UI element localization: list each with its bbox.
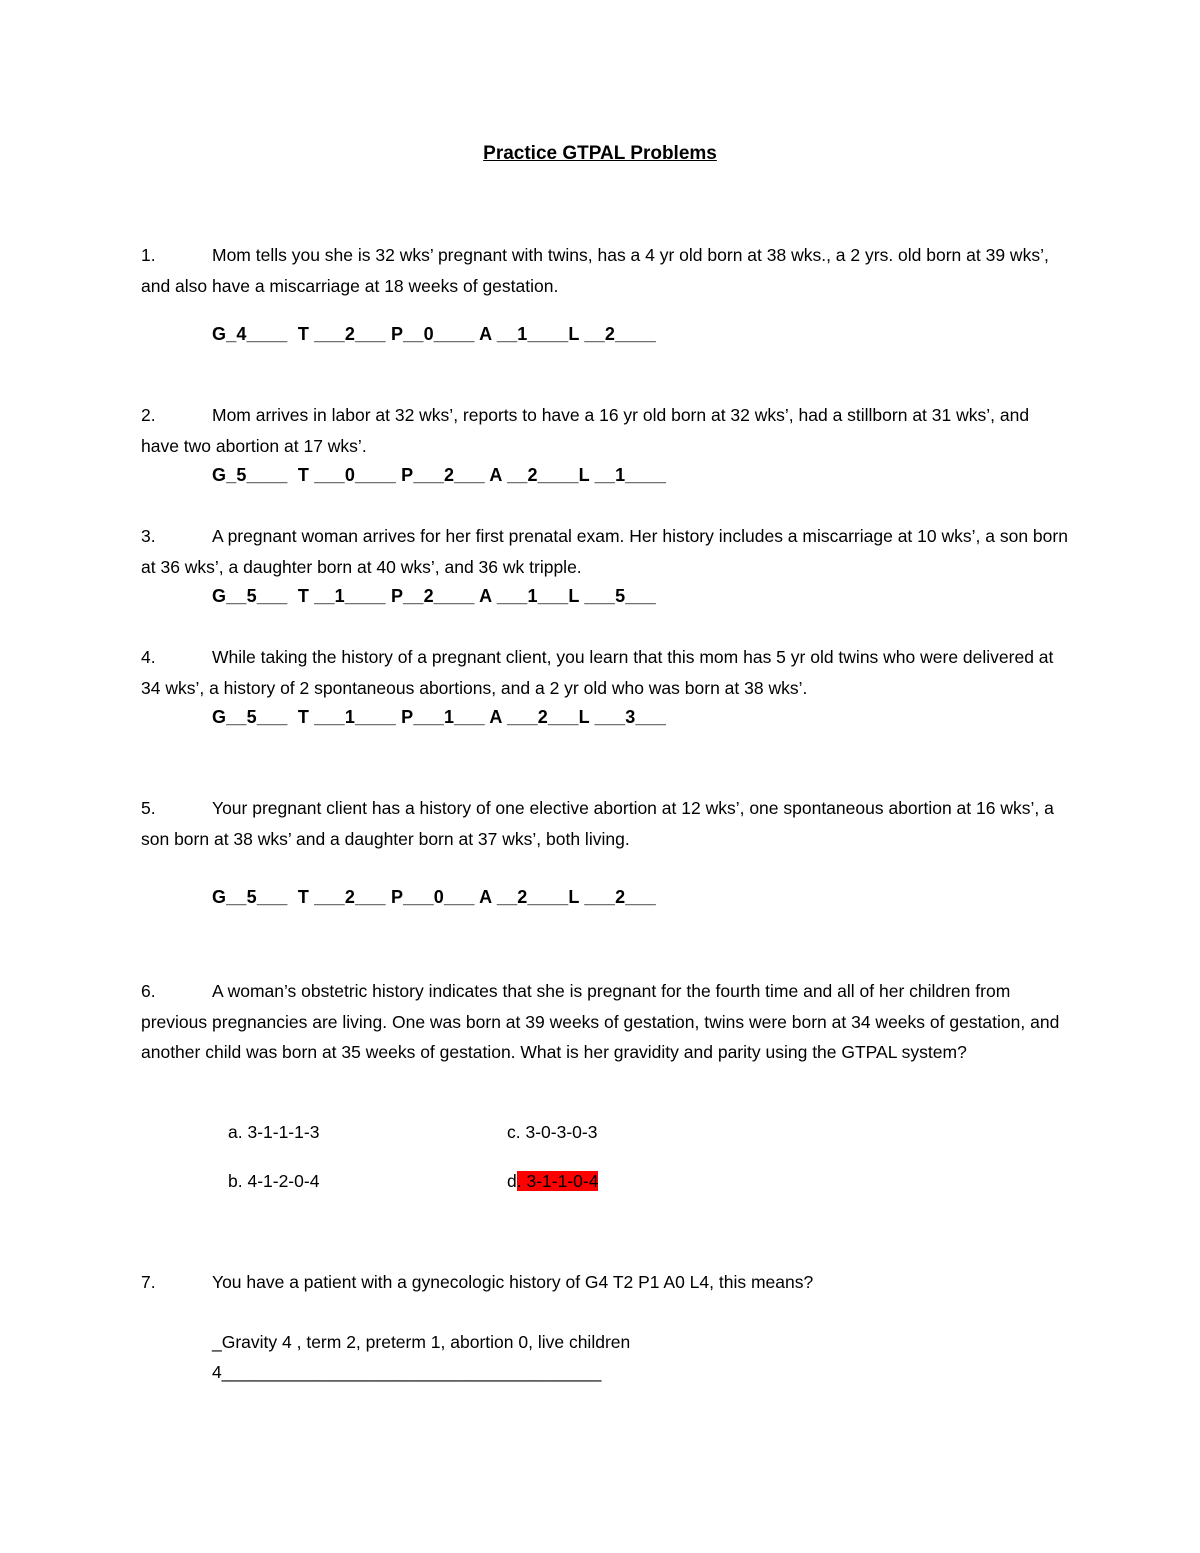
- question-6: [141, 976, 1071, 1068]
- question-3: [141, 521, 1071, 582]
- question-number: 7.: [141, 1272, 156, 1292]
- question-number: 1.: [141, 245, 156, 265]
- question-number: 3.: [141, 526, 156, 546]
- option-d-highlighted-answer: . 3-1-1-0-4: [516, 1171, 599, 1191]
- answer-5: G__5___ T ___2___ P___0___ A __2____L ___2___: [212, 887, 656, 907]
- question-text: Mom tells you she is 32 wks’ pregnant with twins, has a 4 yr old born at 38 wks., a 2 yrs. old born at 39 wks’, and also have a miscarriage at 18 weeks of gestation.: [141, 245, 1049, 296]
- option-d: [507, 1171, 598, 1192]
- question-7: [141, 1267, 1071, 1298]
- answer-3: G__5___ T __1____ P__2____ A ___1___L ___5___: [212, 586, 656, 606]
- answer-2: G_5____ T ___0____ P___2___ A __2____L __1____: [212, 465, 667, 485]
- answer-4: G__5___ T ___1____ P___1___ A ___2___L ___3___: [212, 707, 667, 727]
- question-text: Mom arrives in labor at 32 wks’, reports to have a 16 yr old born at 32 wks’, had a stillborn at 31 wks’, and have two abortion at 17 wks’.: [141, 405, 1030, 456]
- question-text: A pregnant woman arrives for her first prenatal exam. Her history includes a miscarriage at 10 wks’, a son born at 36 wks’, a daughter born at 40 wks’, and 36 wk tripple.: [141, 526, 1068, 577]
- option-b: b. 4-1-2-0-4: [228, 1171, 320, 1191]
- question-4: [141, 642, 1071, 703]
- answer-7-line-1: _Gravity 4 , term 2, preterm 1, abortion 0, live children: [212, 1332, 631, 1352]
- option-a: a. 3-1-1-1-3: [228, 1122, 320, 1142]
- question-text: While taking the history of a pregnant client, you learn that this mom has 5 yr old twins who were delivered at 34 wks’, a history of 2 spontaneous abortions, and a 2 yr old who was born at 38 wks’.: [141, 647, 1054, 698]
- question-number: 4.: [141, 647, 156, 667]
- question-number: 6.: [141, 981, 156, 1001]
- question-number: 5.: [141, 798, 156, 818]
- question-5: [141, 793, 1071, 854]
- question-text: Your pregnant client has a history of one elective abortion at 12 wks’, one spontaneous abortion at 16 wks’, a son born at 38 wks’ and a daughter born at 37 wks’, both living.: [141, 798, 1054, 849]
- question-1: [141, 240, 1071, 301]
- option-c: c. 3-0-3-0-3: [507, 1122, 598, 1142]
- answer-7-line-2: 4_______________________________________: [212, 1362, 602, 1382]
- page-title: Practice GTPAL Problems: [483, 143, 717, 164]
- question-number: 2.: [141, 405, 156, 425]
- question-text: You have a patient with a gynecologic history of G4 T2 P1 A0 L4, this means?: [212, 1272, 814, 1292]
- question-text: A woman’s obstetric history indicates that she is pregnant for the fourth time and all of her children from previous pregnancies are living. One was born at 39 weeks of gestation, twins were born at 34 weeks of gestation, and another child was born at 35 weeks of gestation. What is her gravidity and parity using the GTPAL system?: [141, 981, 1060, 1062]
- option-d-letter: d: [507, 1171, 517, 1191]
- answer-1: G_4____ T ___2___ P__0____ A __1____L __2____: [212, 324, 656, 344]
- question-2: [141, 400, 1071, 461]
